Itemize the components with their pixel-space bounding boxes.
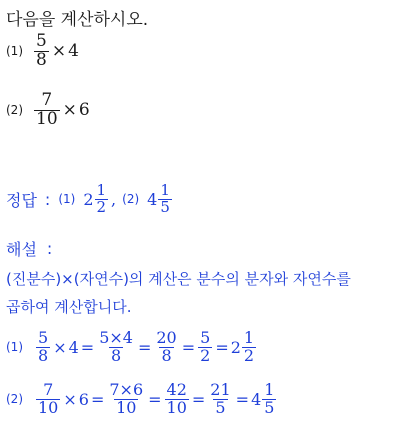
times-sign: × xyxy=(51,41,67,62)
factor: 4 xyxy=(68,41,79,62)
problem-number: (2) xyxy=(6,103,23,118)
problem-number: (1) xyxy=(6,44,23,59)
explanation-colon: : xyxy=(46,239,53,258)
solution-number: (1) xyxy=(6,340,23,355)
answer-line xyxy=(6,183,173,216)
solution-number: (2) xyxy=(6,392,23,407)
factor: 6 xyxy=(78,100,90,121)
factor: 4 xyxy=(68,337,79,357)
equals-sign: = xyxy=(215,337,229,357)
fraction: $\frac{21}{5}$ xyxy=(210,380,231,417)
explanation-line-2: 곱하여 계산합니다. xyxy=(6,298,132,316)
fraction: $\frac{1}{5}$ xyxy=(160,181,170,216)
fraction: $\frac{5\times 4}{8}$ xyxy=(99,328,133,365)
answer-number: (2) xyxy=(122,192,140,207)
fraction: $\frac{1}{5}$ xyxy=(264,380,275,417)
times-sign: × xyxy=(53,337,67,357)
equals-sign: = xyxy=(181,337,196,357)
answer-separator: , xyxy=(111,189,117,209)
explanation-header xyxy=(6,237,52,260)
equals-sign: = xyxy=(235,389,250,409)
explanation-line-1: (진분수)×(자연수)의 계산은 분수의 분자와 자연수를 xyxy=(6,270,351,288)
equals-sign: = xyxy=(90,389,105,409)
equals-sign: = xyxy=(80,337,95,357)
equals-sign: = xyxy=(148,389,162,409)
problem-2 xyxy=(6,92,90,129)
answer-label: 정답 xyxy=(6,190,37,210)
equals-sign: = xyxy=(137,337,152,357)
fraction: $\frac{5}{8}$ xyxy=(38,328,49,365)
fraction: $\frac{1}{2}$ xyxy=(243,328,255,365)
fraction: $\frac{42}{10}$ xyxy=(166,380,187,417)
mixed-whole: 4 xyxy=(147,189,158,209)
fraction: $\frac{7}{10}$ xyxy=(38,380,59,417)
equals-sign: = xyxy=(191,389,206,409)
fraction: $\frac{7}{10}$ xyxy=(36,90,58,129)
times-sign: × xyxy=(62,100,77,121)
explanation-label: 해설 xyxy=(6,240,37,259)
problem-1 xyxy=(6,33,79,70)
mixed-whole: 4 xyxy=(251,389,262,409)
fraction: $\frac{7\times 6}{10}$ xyxy=(109,380,144,417)
fraction: $\frac{5}{2}$ xyxy=(200,328,211,365)
mixed-whole: 2 xyxy=(83,189,94,209)
question-title: 다음을 계산하시오. xyxy=(6,10,149,30)
solution-2 xyxy=(6,382,277,417)
solution-1 xyxy=(6,330,257,365)
mixed-whole: 2 xyxy=(230,337,241,357)
fraction: $\frac{1}{2}$ xyxy=(96,181,107,216)
factor: 6 xyxy=(78,389,89,409)
answer-colon: : xyxy=(44,189,51,209)
fraction: $\frac{20}{8}$ xyxy=(156,328,177,365)
times-sign: × xyxy=(63,389,77,409)
fraction: $\frac{5}{8}$ xyxy=(36,31,47,70)
answer-number: (1) xyxy=(58,192,76,207)
